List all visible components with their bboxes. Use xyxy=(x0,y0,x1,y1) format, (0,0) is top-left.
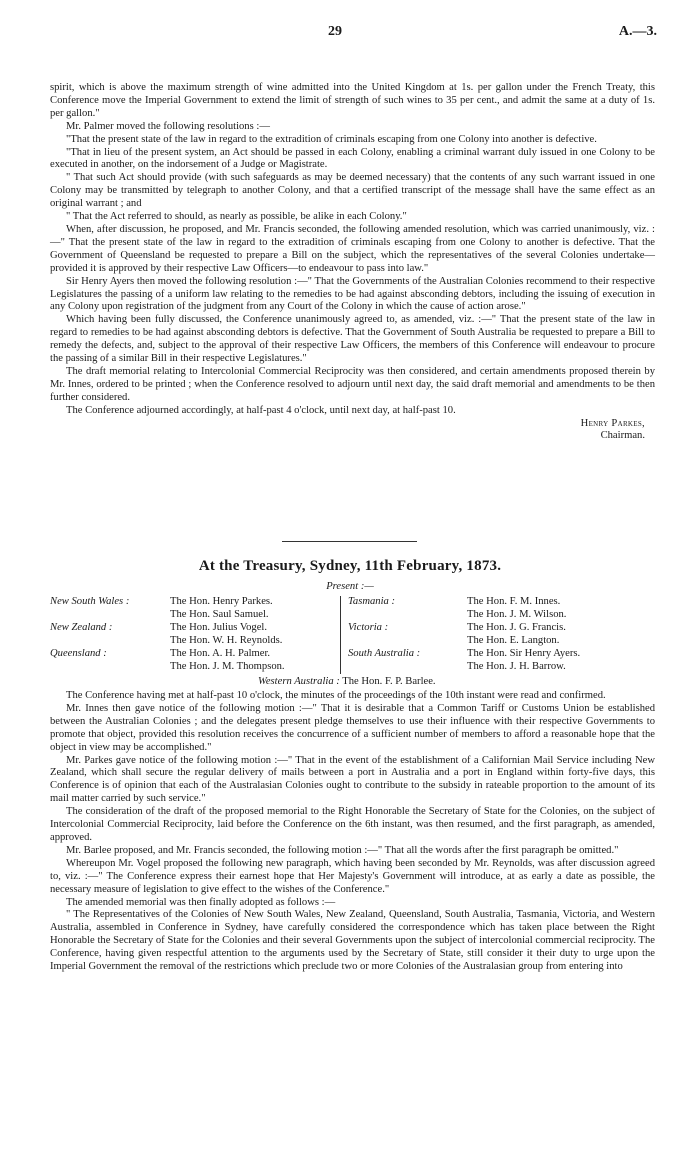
paragraph: Sir Henry Ayers then moved the following resolution :—" That the Governments of the Australian Colonies recommend to their respective Legislatures the passing of a uniform law relating to the remedies to be had against absconding debtors, including the issuing of execution in any Colony upon registration of the judgment from any Court of the Colony in which the cause of action arose." xyxy=(50,275,655,313)
paragraph: The Conference having met at half-past 10 o'clock, the minutes of the proceedings of the 10th instant were read and confirmed. xyxy=(66,690,606,701)
colony-label: Tasmania : xyxy=(348,596,395,607)
paragraph: The Conference adjourned accordingly, at half-past 4 o'clock, until next day, at half-past 10. xyxy=(66,404,456,416)
attendee: The Hon. F. M. Innes. xyxy=(467,596,561,607)
paragraph: "That the present state of the law in regard to the extradition of criminals escaping from one Colony into another is defective. xyxy=(66,133,597,145)
paragraph: Mr. Innes then gave notice of the following motion :—" That it is desirable that a Common Tariff or Customs Union be established between the Australian Colonies ; and the delegates present pledge themselves to use their influence with their respective Governments to promote that object, provided this resolution receives the concurrence of a sufficient number of members to afford a reasonable hope that the object in view may be accomplished." xyxy=(50,702,655,753)
attendee: The Hon. F. P. Barlee. xyxy=(342,676,436,687)
paragraph: Whereupon Mr. Vogel proposed the following new paragraph, which having been seconded by Mr. Reynolds, was after discussion agreed to, viz. :—" The Conference express their earnest hope that Her Majesty's Government will introduce, at as early a date as possible, the necessary measure of legislation to give effect to the wishes of the Conference." xyxy=(50,857,655,895)
attendee: The Hon. Henry Parkes. xyxy=(170,596,273,607)
paragraph: Mr. Barlee proposed, and Mr. Francis seconded, the following motion :—" That all the words after the first paragraph be omitted." xyxy=(66,844,619,856)
attendee: The Hon. Saul Samuel. xyxy=(170,609,269,620)
paragraph: spirit, which is above the maximum strength of wine admitted into the United Kingdom at 1s. per gallon under the French Treaty, this Conference move the Imperial Government to extend the limit of strength of such wines to 35 per cent., and admit the same at a duty of 1s. per gallon." xyxy=(50,82,655,119)
paragraph: The consideration of the draft of the proposed memorial to the Right Honorable the Secretary of State for the Colonies, on the subject of Intercolonial Commercial Reciprocity, laid before the Conference on the 6th instant, was then resumed, and the first paragraph, as amended, approved. xyxy=(50,806,655,843)
paragraph: When, after discussion, he proposed, and Mr. Francis seconded, the following amended resolution, which was carried unanimously, viz. :—" That the present state of the law in regard to the extradition of criminals escaping from one Colony to another is defective. That the Government of Queensland be requested to prepare a Bill on the subject, which the representatives of the several Colonies undertake—provided it is approved by their respective Law Officers—to endeavour to pass into law." xyxy=(50,223,655,274)
colony-label: Victoria : xyxy=(348,622,389,633)
signature-title: Chairman. xyxy=(600,430,645,442)
session-heading: At the Treasury, Sydney, 11th February, 1873. xyxy=(198,558,502,574)
minutes-previous-day xyxy=(50,82,655,443)
colony-label: Queensland : xyxy=(50,648,107,659)
column-divider xyxy=(340,596,341,674)
paragraph: Mr. Parkes gave notice of the following motion :—" That in the event of the establishment of a Californian Mail Service including New Zealand, which shall secure the regular delivery of mails between a port in Australia and a port in England within forty-five days, this Conference is of opinion that each of the Australasian Colonies ought to contribute to the subsidy in rateable proportion to the amount of its mail matter carried by such service." xyxy=(50,754,655,805)
attendee: The Hon. J. M. Thompson. xyxy=(170,661,285,672)
section-divider xyxy=(282,541,417,542)
colony-label: Western Australia : xyxy=(258,676,340,687)
page-number: 29 xyxy=(328,24,342,39)
minutes-11th-february xyxy=(50,690,655,974)
colony-label: South Australia : xyxy=(348,648,421,659)
colony-label: New South Wales : xyxy=(50,596,130,607)
paragraph: " The Representatives of the Colonies of New South Wales, New Zealand, Queensland, South Australia, Tasmania, Victoria, and Western Australia, assembled in Conference in Sydney, have carefully considered the correspondence which has taken place between the Right Honorable the Secretary of State for the Colonies and their several Governments upon the subject of intercolonial commercial reciprocity. The Conference, having given respectful attention to the arguments used by the Secretary of State, still consider it their duty to urge upon the Imperial Government the removal of the restrictions which preclude two or more Colonies of the Australasian group from entering into xyxy=(50,909,655,973)
paragraph: Which having been fully discussed, the Conference unanimously agreed to, as amended, viz. :—" That the present state of the law in regard to remedies to be had against absconding debtors is defective. That the Government of South Australia be requested to prepare a Bill to remedy the defects, and, subject to the approval of their respective Law Officers, the members of this Conference will endeavour to procure the passing of a similar Bill in their respective Legislatures." xyxy=(50,314,655,365)
paragraph: " That such Act should provide (with such safeguards as may be deemed necessary) that the contents of any such warrant issued in one Colony may be transmitted by telegraph to another Colony, and that a certified transcript of the message shall have the same effect as an original warrant ; and xyxy=(50,172,655,210)
signature-block xyxy=(50,418,655,444)
attendee: The Hon. W. H. Reynolds. xyxy=(170,635,283,646)
signature-name: Henry Parkes, xyxy=(580,417,645,429)
colony-label: New Zealand : xyxy=(50,622,113,633)
attendee: The Hon. Julius Vogel. xyxy=(170,622,268,633)
attendee: The Hon. J. G. Francis. xyxy=(467,622,566,633)
paragraph: "That in lieu of the present system, an Act should be passed in each Colony, enabling a criminal warrant duly issued in one Colony to be executed in another, on the indorsement of a Judge or Magistrate. xyxy=(50,146,655,171)
paragraph: The amended memorial was then finally adopted as follows :— xyxy=(66,896,336,908)
attendee: The Hon. Sir Henry Ayers. xyxy=(467,648,581,659)
attendee: The Hon. J. H. Barrow. xyxy=(467,661,566,672)
paragraph: Mr. Palmer moved the following resolutions :— xyxy=(66,120,270,132)
attendee: The Hon. E. Langton. xyxy=(467,635,560,646)
paragraph: " That the Act referred to should, as nearly as possible, be alike in each Colony." xyxy=(66,211,407,223)
paragraph: The draft memorial relating to Intercolonial Commercial Reciprocity was then considered, and certain amendments proposed therein by Mr. Innes, ordered to be printed ; when the Conference resolved to adjourn until next day, the said draft memorial and amendments to be then further considered. xyxy=(50,365,655,403)
present-label: Present :— xyxy=(326,581,374,592)
attendee: The Hon. J. M. Wilson. xyxy=(467,609,567,620)
western-australia-attendee xyxy=(258,676,436,689)
attendee: The Hon. A. H. Palmer. xyxy=(170,648,271,659)
document-reference: A.—3. xyxy=(618,24,657,39)
